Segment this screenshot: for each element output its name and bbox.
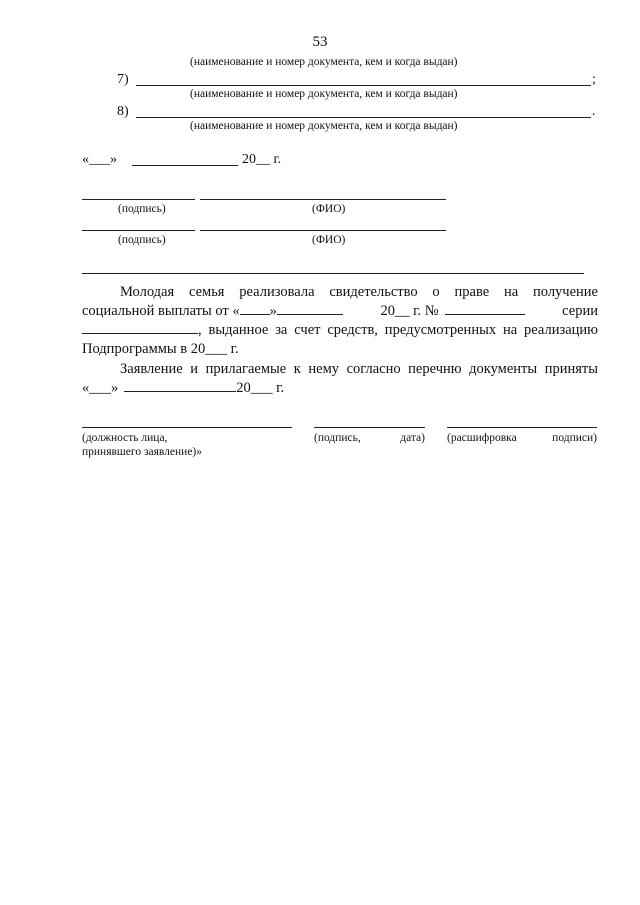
accepted-line-1: Заявление и прилагаемые к нему согласно перечню документы приняты [120,361,598,377]
accepted-month-blank[interactable] [124,379,236,392]
fio-caption-1: (ФИО) [312,203,346,215]
statement-quote-close: » [269,303,277,319]
statement-line-4: Подпрограммы в 20___ г. [82,341,239,357]
signature-caption: (подпись, [314,432,361,444]
item-8-line[interactable] [136,117,591,118]
signature-line-2[interactable] [82,230,195,231]
fio-line-1[interactable] [200,199,446,200]
item-8-end: . [592,104,596,119]
item-7-end: ; [592,72,596,87]
accepted-line-2 [82,379,284,399]
accepted-year: 20___ г. [236,380,285,396]
statement-line-3 [82,321,598,341]
item-8-number: 8) [117,104,129,119]
page-number: 53 [312,34,328,50]
decode-caption-b: подписи) [552,432,597,444]
doc-caption-6: (наименование и номер документа, кем и когда выдан) [190,56,458,68]
date-year: 20__ г. [242,152,282,167]
item-7-line[interactable] [136,85,591,86]
statement-month-blank[interactable] [277,302,343,315]
position-caption-2: принявшего заявление)» [82,446,202,458]
position-caption-1: (должность лица, [82,432,168,444]
signature-caption-2: (подпись) [118,234,166,246]
signature-date-line[interactable] [314,427,425,428]
statement-issued-text: , выданное за счет средств, предусмотренных на реализацию [198,322,598,338]
accepted-day: «___» [82,380,119,396]
date-month-line[interactable] [132,165,238,166]
decode-line[interactable] [447,427,597,428]
date-day: «___» [82,152,117,167]
statement-line-2 [82,302,598,322]
decode-caption-a: (расшифровка [447,432,517,444]
statement-year-number: 20__ г. № [380,303,439,319]
separator-line [82,273,584,274]
doc-caption-7: (наименование и номер документа, кем и когда выдан) [190,88,458,100]
fio-caption-2: (ФИО) [312,234,346,246]
signature-line-1[interactable] [82,199,195,200]
item-7-number: 7) [117,72,129,87]
fio-line-2[interactable] [200,230,446,231]
decode-caption [447,432,597,445]
statement-line-1: Молодая семья реализовала свидетельство о праве на получение [120,284,598,300]
statement-from: социальной выплаты от « [82,303,240,319]
signature-date-caption [314,432,425,445]
date-caption: дата) [400,432,425,444]
statement-series-blank[interactable] [82,321,198,334]
signature-caption-1: (подпись) [118,203,166,215]
statement-number-blank[interactable] [445,302,525,315]
statement-day-blank[interactable] [240,302,270,315]
position-line[interactable] [82,427,292,428]
statement-series: серии [562,303,598,319]
doc-caption-8: (наименование и номер документа, кем и когда выдан) [190,120,458,132]
